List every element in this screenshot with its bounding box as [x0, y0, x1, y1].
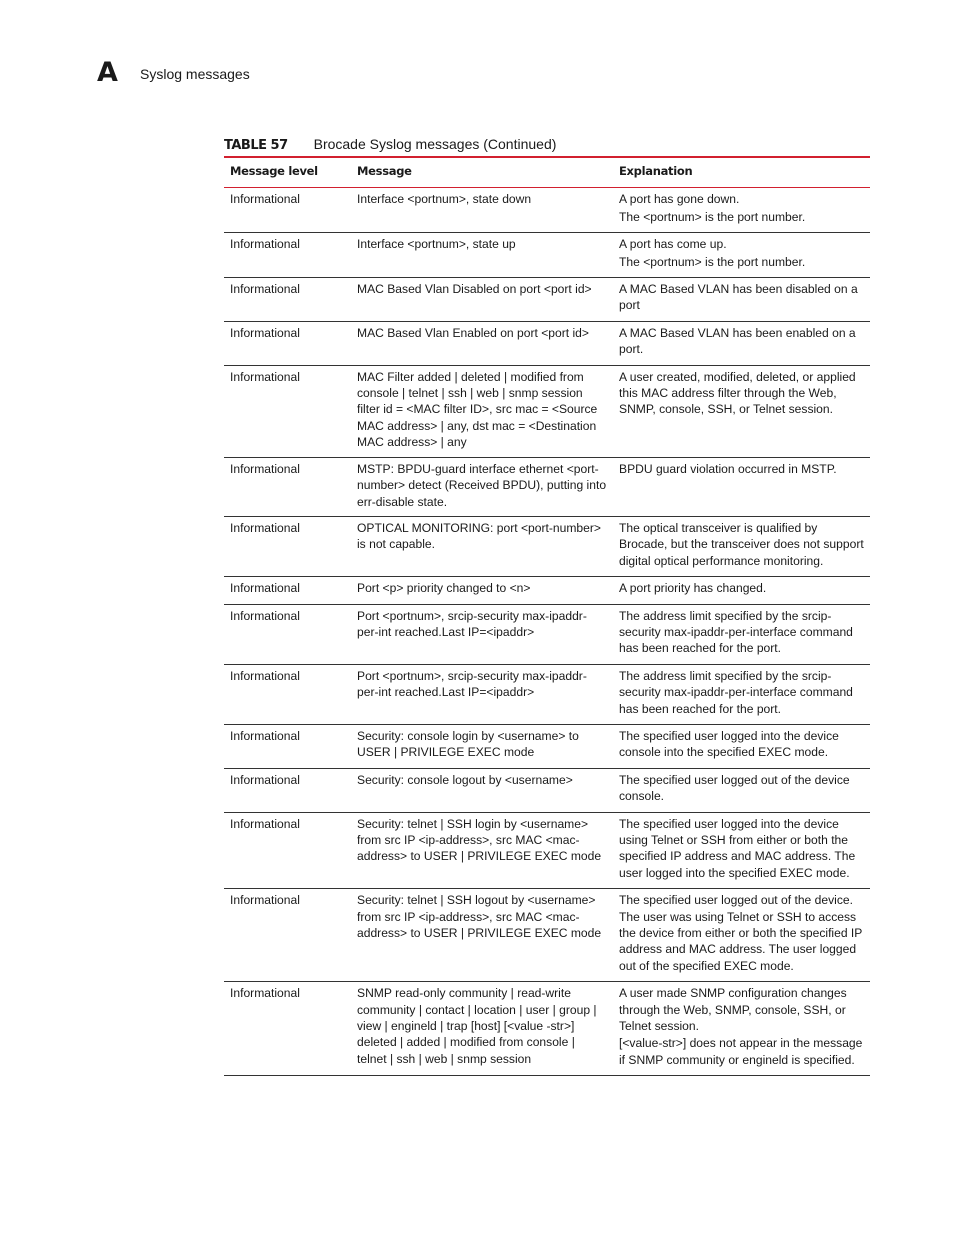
explanation-paragraph: The <portnum> is the port number.	[619, 209, 806, 224]
cell-explanation	[613, 664, 870, 724]
table-caption	[224, 136, 556, 153]
cell-explanation	[613, 812, 870, 889]
explanation-paragraph: The address limit specified by the srcip-security max-ipaddr-per-interface command has been reached for the port.	[619, 608, 853, 656]
cell-message: MAC Filter added | deleted | modified from console | telnet | ssh | web | snmp session filter id = <MAC filter ID>, src mac = <Source MAC address> | any, dst mac = <Destination MAC address> | any	[351, 365, 613, 457]
cell-message-level: Informational	[224, 278, 351, 322]
cell-message-level: Informational	[224, 724, 351, 768]
explanation-paragraph: A port priority has changed.	[619, 581, 767, 596]
table-row	[224, 516, 870, 576]
cell-explanation	[613, 768, 870, 812]
cell-message: Interface <portnum>, state up	[351, 233, 613, 278]
explanation-paragraph: The optical transceiver is qualified by Brocade, but the transceiver does not support digital optical performance monitoring.	[619, 520, 864, 568]
column-header-message: Message	[351, 157, 613, 188]
cell-message: MAC Based Vlan Disabled on port <port id>	[351, 278, 613, 322]
cell-message: Port <portnum>, srcip-security max-ipaddr-per-int reached.Last IP=<ipaddr>	[351, 664, 613, 724]
table-number: TABLE 57	[224, 138, 288, 153]
column-header-explanation: Explanation	[613, 157, 870, 188]
cell-message-level: Informational	[224, 889, 351, 982]
table-row	[224, 233, 870, 278]
syslog-table	[224, 156, 870, 1076]
cell-message-level: Informational	[224, 233, 351, 278]
cell-message: MAC Based Vlan Enabled on port <port id>	[351, 321, 613, 365]
table-row	[224, 321, 870, 365]
explanation-paragraph: The <portnum> is the port number.	[619, 254, 806, 269]
cell-explanation	[613, 889, 870, 982]
table-row	[224, 457, 870, 516]
table-row	[224, 812, 870, 889]
table-row	[224, 604, 870, 664]
table-row	[224, 188, 870, 233]
cell-message: SNMP read-only community | read-write community | contact | location | user | group | view | engineld | trap [host] [<value -str>] deleted | added | modified from console | telnet | ssh | web | snmp session	[351, 982, 613, 1076]
cell-message-level: Informational	[224, 457, 351, 516]
cell-message: Security: telnet | SSH login by <username> from src IP <ip-address>, src MAC <mac-address> to USER | PRIVILEGE EXEC mode	[351, 812, 613, 889]
cell-explanation	[613, 457, 870, 516]
cell-explanation	[613, 516, 870, 576]
cell-explanation	[613, 278, 870, 322]
cell-explanation	[613, 321, 870, 365]
cell-message: OPTICAL MONITORING: port <port-number> is not capable.	[351, 516, 613, 576]
table-row	[224, 724, 870, 768]
table-row	[224, 577, 870, 604]
table-row	[224, 889, 870, 982]
table-row	[224, 365, 870, 457]
appendix-letter: A	[97, 57, 117, 88]
cell-message-level: Informational	[224, 664, 351, 724]
table-row	[224, 768, 870, 812]
explanation-paragraph: BPDU guard violation occurred in MSTP.	[619, 461, 837, 476]
cell-message: Port <p> priority changed to <n>	[351, 577, 613, 604]
explanation-paragraph: The address limit specified by the srcip-security max-ipaddr-per-interface command has been reached for the port.	[619, 668, 853, 716]
cell-message: MSTP: BPDU-guard interface ethernet <port-number> detect (Received BPDU), putting into err-disable state.	[351, 457, 613, 516]
table-row	[224, 982, 870, 1076]
cell-message: Port <portnum>, srcip-security max-ipaddr-per-int reached.Last IP=<ipaddr>	[351, 604, 613, 664]
cell-message-level: Informational	[224, 604, 351, 664]
explanation-paragraph: The specified user logged out of the device console.	[619, 772, 850, 804]
cell-explanation	[613, 604, 870, 664]
cell-message-level: Informational	[224, 365, 351, 457]
cell-explanation	[613, 577, 870, 604]
cell-message-level: Informational	[224, 577, 351, 604]
cell-message-level: Informational	[224, 768, 351, 812]
explanation-paragraph: A port has come up.	[619, 237, 727, 252]
explanation-paragraph: A MAC Based VLAN has been disabled on a port	[619, 282, 858, 313]
cell-message-level: Informational	[224, 812, 351, 889]
cell-message: Security: console login by <username> to USER | PRIVILEGE EXEC mode	[351, 724, 613, 768]
cell-explanation	[613, 365, 870, 457]
explanation-paragraph: A MAC Based VLAN has been enabled on a port.	[619, 325, 856, 357]
column-header-level: Message level	[224, 157, 351, 188]
table-title: Brocade Syslog messages (Continued)	[313, 136, 557, 152]
explanation-paragraph: [<value-str>] does not appear in the message if SNMP community or engineld is specified.	[619, 1036, 863, 1067]
cell-explanation	[613, 188, 870, 233]
cell-message: Interface <portnum>, state down	[351, 188, 613, 233]
cell-message-level: Informational	[224, 188, 351, 233]
cell-message-level: Informational	[224, 321, 351, 365]
explanation-paragraph: A port has gone down.	[619, 192, 740, 207]
explanation-paragraph: The specified user logged into the device console into the specified EXEC mode.	[619, 728, 839, 760]
cell-message: Security: telnet | SSH logout by <username> from src IP <ip-address>, src MAC <mac-address> to USER | PRIVILEGE EXEC mode	[351, 889, 613, 982]
cell-message-level: Informational	[224, 982, 351, 1076]
cell-message: Security: console logout by <username>	[351, 768, 613, 812]
cell-explanation	[613, 233, 870, 278]
cell-explanation	[613, 982, 870, 1076]
cell-message-level: Informational	[224, 516, 351, 576]
table-row	[224, 278, 870, 322]
explanation-paragraph: A user made SNMP configuration changes through the Web, SNMP, console, SSH, or Telnet session.	[619, 986, 847, 1034]
table-row	[224, 664, 870, 724]
explanation-paragraph: The specified user logged into the device using Telnet or SSH from either or both the specified IP address and MAC address. The user logged into the specified EXEC mode.	[619, 816, 856, 880]
cell-explanation	[613, 724, 870, 768]
table-body	[224, 188, 870, 1076]
explanation-paragraph: A user created, modified, deleted, or applied this MAC address filter through the Web, SNMP, console, SSH, or Telnet session.	[619, 369, 856, 417]
running-head: Syslog messages	[140, 66, 250, 82]
explanation-paragraph: The specified user logged out of the device. The user was using Telnet or SSH to access the device from either or both the specified IP address and MAC address. The user logged out of the specified EXEC mode.	[619, 893, 863, 973]
table-header-row	[224, 157, 870, 188]
